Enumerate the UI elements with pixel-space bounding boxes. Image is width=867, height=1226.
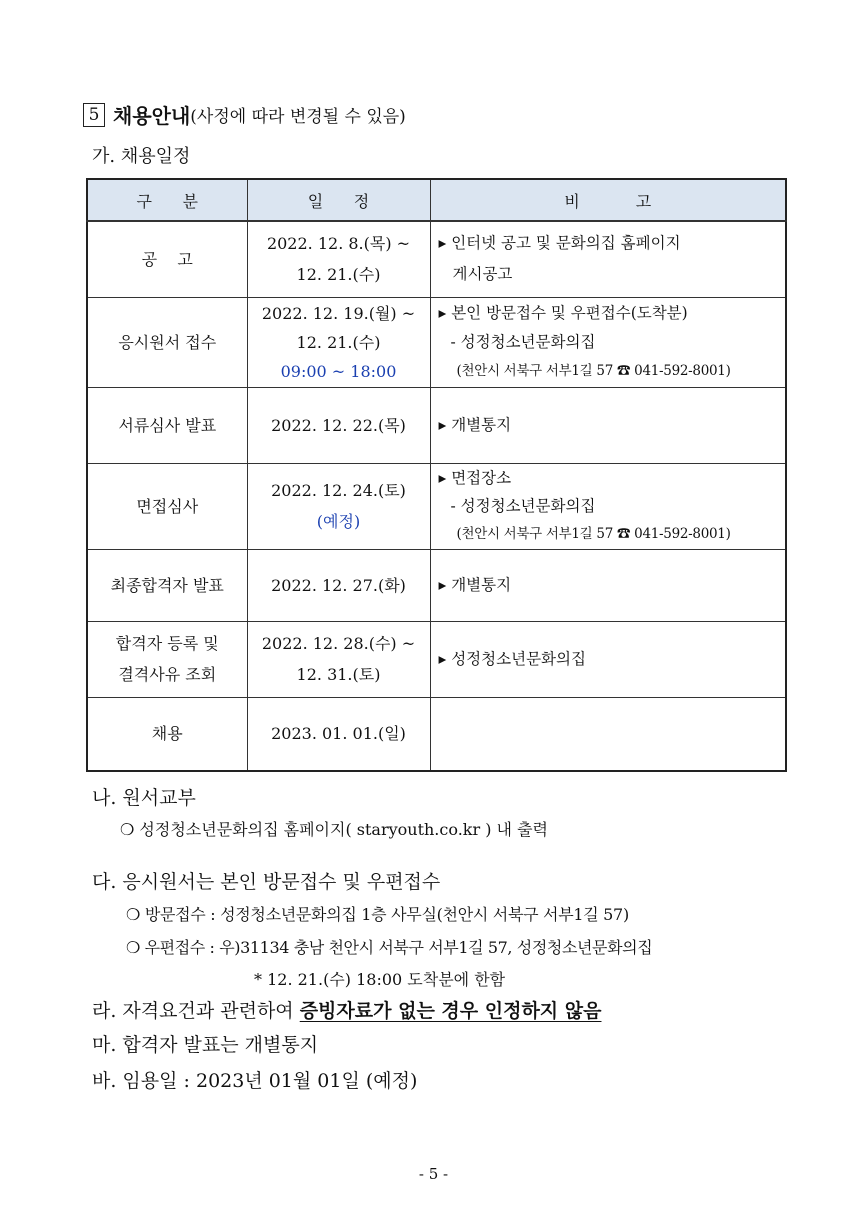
distribution-title: 나. 원서교부 <box>92 787 196 809</box>
row-label: 서류심사 발표 <box>87 387 247 463</box>
qualification-emphasis: 증빙자료가 없는 경우 인정하지 않음 <box>299 1000 602 1022</box>
section-number-box: 5 <box>83 103 105 127</box>
row-remarks: ▸ 본인 방문접수 및 우편접수(도착분) - 성정청소년문화의집 (천안시 서북구 서부1길 57 ☎ 041-592-8001) <box>430 297 786 387</box>
section-note: (사정에 따라 변경될 수 있음) <box>190 107 406 127</box>
row-date: 2022. 12. 24.(토) (예정) <box>247 463 430 549</box>
table-row <box>87 549 786 621</box>
table-row <box>87 463 786 549</box>
page-number: - 5 - <box>418 1165 449 1183</box>
row-label: 합격자 등록 및 결격사유 조회 <box>87 621 247 697</box>
submission-mail: ❍ 우편접수 : 우)31134 충남 천안시 서북구 서부1길 57, 성정청소년문화의집 <box>126 938 653 957</box>
row-label: 공 고 <box>87 221 247 297</box>
row-remarks: ▸ 개별통지 <box>430 549 786 621</box>
submission-mail-note: * 12. 21.(수) 18:00 도착분에 한함 <box>254 970 506 989</box>
row-label: 채용 <box>87 697 247 771</box>
interview-tentative: (예정) <box>316 512 361 531</box>
row-date: 2022. 12. 22.(목) <box>247 387 430 463</box>
row-label: 면접심사 <box>87 463 247 549</box>
distribution-item: ❍ 성정청소년문화의집 홈페이지( staryouth.co.kr ) 내 출력 <box>120 820 549 839</box>
row-date: 2022. 12. 8.(목) ~ 12. 21.(수) <box>247 221 430 297</box>
submission-visit: ❍ 방문접수 : 성정청소년문화의집 1층 사무실(천안시 서북구 서부1길 57) <box>126 905 629 924</box>
table-header-row <box>87 179 786 221</box>
submission-title: 다. 응시원서는 본인 방문접수 및 우편접수 <box>92 871 441 893</box>
row-date: 2022. 12. 27.(화) <box>247 549 430 621</box>
table-row <box>87 697 786 771</box>
row-remarks: ▸ 인터넷 공고 및 문화의집 홈페이지 게시공고 <box>430 221 786 297</box>
announcement-line: 마. 합격자 발표는 개별통지 <box>92 1034 319 1056</box>
header-remarks: 비 고 <box>430 179 786 221</box>
section-title: 채용안내 <box>113 104 191 128</box>
row-label: 응시원서 접수 <box>87 297 247 387</box>
table-row <box>87 387 786 463</box>
row-remarks <box>430 697 786 771</box>
table-row <box>87 297 786 387</box>
row-remarks: ▸ 면접장소 - 성정청소년문화의집 (천안시 서북구 서부1길 57 ☎ 041-592-8001) <box>430 463 786 549</box>
row-remarks: ▸ 성정청소년문화의집 <box>430 621 786 697</box>
section-heading <box>83 100 406 129</box>
table-row <box>87 621 786 697</box>
header-category: 구 분 <box>87 179 247 221</box>
reception-hours: 09:00 ~ 18:00 <box>280 361 397 381</box>
schedule-table <box>86 178 787 772</box>
row-date: 2023. 01. 01.(일) <box>247 697 430 771</box>
row-remarks: ▸ 개별통지 <box>430 387 786 463</box>
appointment-line: 바. 임용일 : 2023년 01월 01일 (예정) <box>92 1070 418 1092</box>
row-date: 2022. 12. 28.(수) ~ 12. 31.(토) <box>247 621 430 697</box>
row-date: 2022. 12. 19.(월) ~ 12. 21.(수) 09:00 ~ 18:00 <box>247 297 430 387</box>
schedule-subtitle: 가. 채용일정 <box>92 146 191 167</box>
table-row <box>87 221 786 297</box>
qualification-line: 라. 자격요건과 관련하여 증빙자료가 없는 경우 인정하지 않음 <box>92 1000 602 1022</box>
header-date: 일 정 <box>247 179 430 221</box>
row-label: 최종합격자 발표 <box>87 549 247 621</box>
